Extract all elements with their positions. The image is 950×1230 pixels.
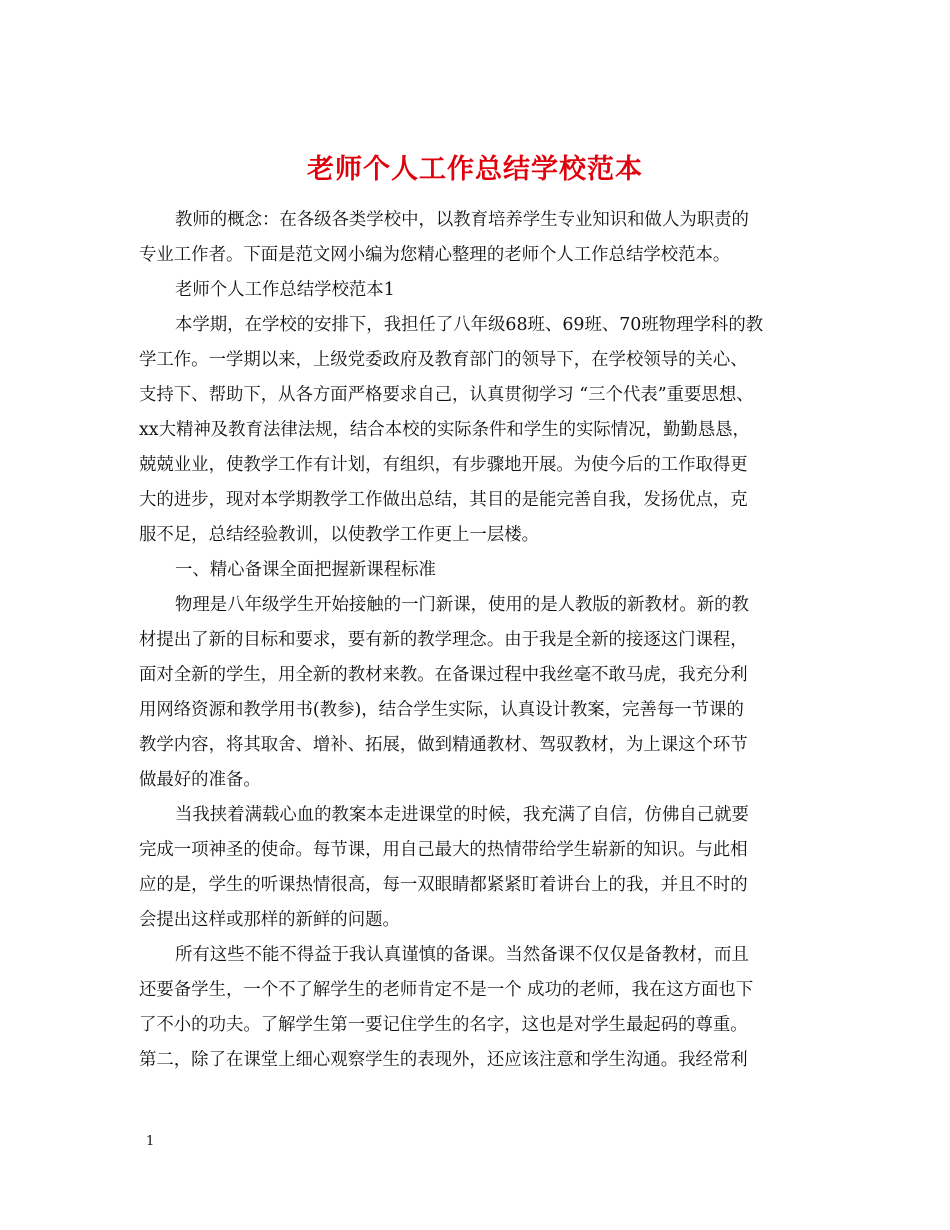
body-line: 材提出了新的目标和要求，要有新的教学理念。由于我是全新的接逐这门课程， [139,630,748,650]
body-line: 本学期，在学校的安排下，我担任了八年级68班、69班、70班物理学科的教 [175,315,764,335]
body-line: 专业工作者。下面是范文网小编为您精心整理的老师个人工作总结学校范本。 [139,245,731,265]
body-line: 教师的概念：在各级各类学校中，以教育培养学生专业知识和做人为职责的 [175,210,749,230]
body-line: 还要备学生，一个不了解学生的老师肯定不是一个 成功的老师，我在这方面也下 [139,980,754,1000]
body-line: 物理是八年级学生开始接触的一门新课，使用的是人教版的新教材。新的教 [175,595,749,615]
document-body [139,203,819,1078]
body-line: 面对全新的学生，用全新的教材来教。在备课过程中我丝毫不敢马虎，我充分利 [139,665,748,685]
body-line: 第二，除了在课堂上细心观察学生的表现外，还应该注意和学生沟通。我经常利 [139,1050,748,1070]
body-line: 会提出这样或那样的新鲜的问题。 [139,910,400,930]
body-line: 老师个人工作总结学校范本1 [175,280,395,300]
body-line: 当我挟着满载心血的教案本走进课堂的时候，我充满了自信，仿佛自己就要 [175,805,749,825]
body-line: 了不小的功夫。了解学生第一要记住学生的名字，这也是对学生最起码的尊重。 [139,1015,748,1035]
body-line: 教学内容，将其取舍、增补、拓展，做到精通教材、驾驭教材，为上课这个环节 [139,735,748,755]
body-line: 学工作。一学期以来，上级党委政府及教育部门的领导下，在学校领导的关心、 [139,350,748,370]
body-line: 兢兢业业，使教学工作有计划，有组织，有步骤地开展。为使今后的工作取得更 [139,455,748,475]
body-line: 完成一项神圣的使命。每节课，用自己最大的热情带给学生崭新的知识。与此相 [139,840,748,860]
body-line: 大的进步，现对本学期教学工作做出总结，其目的是能完善自我，发扬优点，克 [139,490,748,510]
body-line: 应的是，学生的听课热情很高，每一双眼睛都紧紧盯着讲台上的我，并且不时的 [139,875,748,895]
page-number: 1 [146,1134,155,1149]
body-line: 做最好的准备。 [139,770,261,790]
body-line: 用网络资源和教学用书(教参)，结合学生实际，认真设计教案，完善每一节课的 [139,700,744,720]
body-line: 一、精心备课全面把握新课程标准 [175,560,436,580]
body-line: 支持下、帮助下，从各方面严格要求自己，认真贯彻学习 “三个代表”重要思想、 [139,385,754,405]
document-title: 老师个人工作总结学校范本 [307,154,643,186]
body-line: 所有这些不能不得益于我认真谨慎的备课。当然备课不仅仅是备教材，而且 [175,945,749,965]
body-line: xx大精神及教育法律法规，结合本校的实际条件和学生的实际情况，勤勤恳恳， [139,420,750,440]
body-line: 服不足，总结经验教训，以使教学工作更上一层楼。 [139,525,539,545]
